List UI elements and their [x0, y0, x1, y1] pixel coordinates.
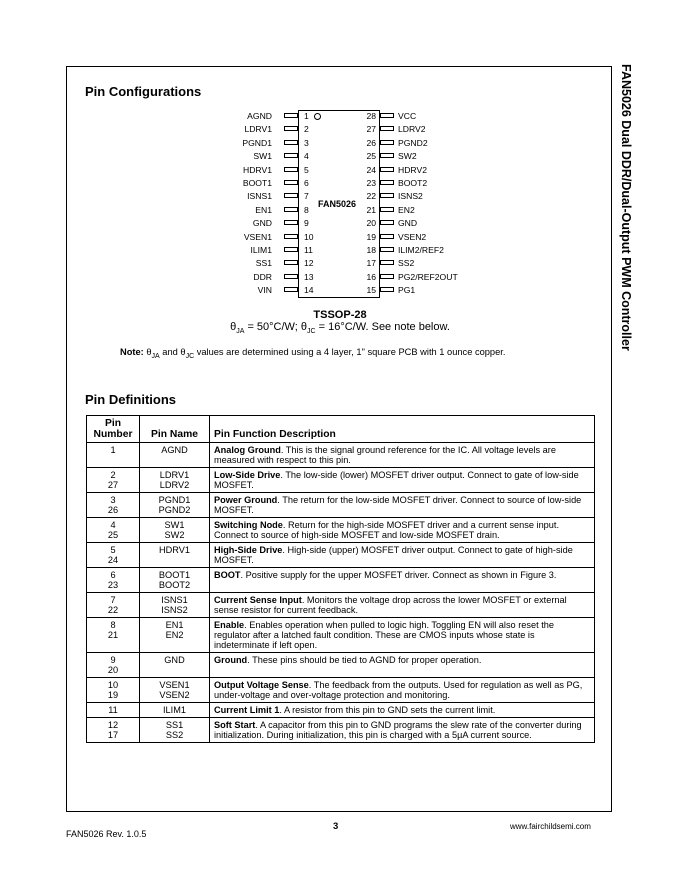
cell-pin-name: AGND	[140, 443, 210, 468]
pin-left	[160, 243, 313, 257]
pin-right	[366, 176, 510, 190]
pin-config-heading: Pin Configurations	[85, 84, 202, 99]
pin-lead	[380, 287, 394, 292]
pin-number: 3	[304, 137, 309, 148]
pin-lead	[380, 113, 394, 118]
cell-pin-name: HDRV1	[140, 543, 210, 568]
pin-name: EN2	[398, 204, 415, 215]
pin-number: 2	[304, 124, 309, 135]
pin-left	[160, 122, 309, 136]
table-row	[87, 493, 595, 518]
pin-name: SS2	[398, 258, 415, 269]
pin-left	[160, 189, 309, 203]
pin-left	[160, 176, 309, 190]
pin-number: 5	[304, 164, 309, 175]
pin-number: 1	[304, 111, 309, 121]
pin-name: EN1	[255, 204, 272, 215]
header-description: Pin Function Description	[210, 416, 595, 443]
pin-name: PGND2	[398, 137, 428, 148]
pin-lead	[380, 193, 394, 198]
cell-description: BOOT. Positive supply for the upper MOSFET driver. Connect as shown in Figure 3.	[210, 568, 595, 593]
table-row	[87, 618, 595, 653]
cell-pin-number: 10 19	[87, 678, 140, 703]
pin-right	[366, 122, 510, 136]
cell-pin-number: 9 20	[87, 653, 140, 678]
pin-number: 22	[366, 191, 376, 202]
pin-name: ISNS2	[398, 191, 423, 202]
pin-name: VSEN1	[243, 231, 272, 242]
pin-name: GND	[398, 218, 418, 229]
pin-lead	[284, 260, 298, 265]
pin-lead	[284, 287, 298, 292]
pin-right	[366, 109, 510, 123]
pin-name: PG2/REF2OUT	[398, 271, 458, 282]
pin-number: 24	[366, 164, 376, 175]
table-row	[87, 443, 595, 468]
pin-name: LDRV1	[244, 124, 272, 135]
pin-lead	[284, 207, 298, 212]
pin-name: VIN	[257, 285, 272, 296]
pin-lead	[284, 234, 298, 239]
pin-lead	[284, 167, 298, 172]
cell-pin-name: SS1 SS2	[140, 718, 210, 743]
pin-defs-heading: Pin Definitions	[85, 392, 176, 407]
pin-name: VSEN2	[398, 231, 427, 242]
pin-lead	[380, 220, 394, 225]
side-title-text: FAN5026 Dual DDR/Dual-Output PWM Controller	[619, 64, 633, 351]
cell-pin-number: 4 25	[87, 518, 140, 543]
cell-description: Enable. Enables operation when pulled to logic high. Toggling EN will also reset the regulator after a latched fault condition. These are CMOS inputs whose state is indeterminate if left open.	[210, 618, 595, 653]
cell-description: Analog Ground. This is the signal ground reference for the IC. All voltage levels are measured with respect to this pin.	[210, 443, 595, 468]
pin-lead	[284, 220, 298, 225]
cell-pin-name: GND	[140, 653, 210, 678]
pin-name: SW1	[253, 151, 272, 162]
pin-lead	[380, 167, 394, 172]
pin-number: 12	[304, 258, 314, 269]
cell-pin-number: 2 27	[87, 468, 140, 493]
pin-number: 11	[304, 245, 313, 255]
pin-number: 13	[304, 271, 314, 282]
pin-right	[366, 270, 510, 284]
cell-description: Soft Start. A capacitor from this pin to GND programs the slew rate of the converter during initialization. During initialization, this pin is charged with a 5µA current source.	[210, 718, 595, 743]
table-row	[87, 568, 595, 593]
table-row	[87, 543, 595, 568]
thermal-note: Note: $\theta_{JA}$ and $\theta_{JC}$ values are determined using a 4 layer, 1" square PCB with 1 ounce copper.	[120, 347, 506, 360]
pin-left	[160, 163, 309, 177]
cell-pin-number: 3 26	[87, 493, 140, 518]
table-header-row	[87, 416, 595, 443]
pin-lead	[284, 126, 298, 131]
pin-number: 19	[366, 231, 376, 242]
pin-number: 16	[366, 271, 376, 282]
pin-lead	[284, 193, 298, 198]
cell-description: High-Side Drive. High-side (upper) MOSFET driver output. Connect to gate of high-side MOSFET.	[210, 543, 595, 568]
pin-lead	[380, 260, 394, 265]
pin-name: ILIM2/REF2	[398, 245, 444, 255]
table-row	[87, 468, 595, 493]
pin1-marker	[314, 113, 321, 120]
pin-name: ILIM1	[250, 245, 272, 255]
cell-pin-name: ILIM1	[140, 703, 210, 718]
pin-lead	[284, 180, 298, 185]
pin-name: SS1	[255, 258, 272, 269]
pin-number: 6	[304, 178, 309, 188]
footer-page-number: 3	[333, 821, 339, 832]
cell-pin-number: 7 22	[87, 593, 140, 618]
pin-number: 23	[366, 178, 376, 188]
table-row	[87, 703, 595, 718]
pin-lead	[284, 140, 298, 145]
pin-number: 4	[304, 151, 309, 162]
cell-pin-number: 8 21	[87, 618, 140, 653]
pin-number: 7	[304, 191, 309, 202]
pin-number: 9	[304, 218, 309, 229]
cell-pin-name: BOOT1 BOOT2	[140, 568, 210, 593]
cell-pin-number: 11	[87, 703, 140, 718]
pin-right	[366, 256, 510, 270]
cell-pin-name: EN1 EN2	[140, 618, 210, 653]
cell-pin-name: SW1 SW2	[140, 518, 210, 543]
cell-description: Current Sense Input. Monitors the voltage drop across the lower MOSFET or external sense resistor for current feedback.	[210, 593, 595, 618]
cell-description: Ground. These pins should be tied to AGND for proper operation.	[210, 653, 595, 678]
header-pin-name: Pin Name	[140, 416, 210, 443]
pin-right	[366, 203, 510, 217]
pin-number: 28	[366, 111, 376, 121]
pin-left	[160, 109, 309, 123]
pin-left	[160, 203, 309, 217]
pin-lead	[380, 274, 394, 279]
pin-right	[366, 189, 510, 203]
pin-right	[366, 216, 510, 230]
cell-pin-name: ISNS1 ISNS2	[140, 593, 210, 618]
pin-number: 20	[366, 218, 376, 229]
pin-name: BOOT2	[398, 178, 428, 188]
pin-right	[366, 163, 510, 177]
pin-name: AGND	[247, 111, 272, 121]
pin-name: SW2	[398, 151, 417, 162]
side-title	[616, 64, 636, 487]
pin-lead	[380, 153, 394, 158]
pin-number: 17	[366, 258, 376, 269]
cell-description: Switching Node. Return for the high-side MOSFET driver and a current sense input. Connect to source of high-side MOSFET and low-side MOSFET drain.	[210, 518, 595, 543]
pin-right	[366, 149, 510, 163]
cell-pin-number: 5 24	[87, 543, 140, 568]
pin-name: GND	[252, 218, 272, 229]
pin-number: 18	[366, 245, 376, 255]
pin-left	[160, 256, 314, 270]
pin-number: 26	[366, 137, 376, 148]
pin-number: 15	[366, 285, 376, 296]
pin-lead	[284, 274, 298, 279]
pin-lead	[380, 234, 394, 239]
pin-lead	[284, 153, 298, 158]
pin-left	[160, 230, 314, 244]
pin-name: ISNS1	[247, 191, 272, 202]
pin-right	[366, 243, 510, 257]
cell-pin-name: PGND1 PGND2	[140, 493, 210, 518]
chip-name: FAN5026	[318, 199, 357, 209]
cell-description: Current Limit 1. A resistor from this pin to GND sets the current limit.	[210, 703, 595, 718]
pin-right	[366, 283, 510, 297]
pin-right	[366, 230, 510, 244]
pin-name: HDRV2	[398, 164, 427, 175]
pin-name: VCC	[398, 111, 417, 121]
table-row	[87, 653, 595, 678]
thermal-resistance: $\theta_{JA} = 50^\circ C/W$; $\theta_{JC} = 16^\circ C/W$. See note below.	[230, 321, 450, 336]
cell-description: Power Ground. The return for the low-side MOSFET driver. Connect to source of low-side MOSFET.	[210, 493, 595, 518]
footer-revision: FAN5026 Rev. 1.0.5	[66, 829, 147, 839]
pin-lead	[380, 140, 394, 145]
pin-number: 10	[304, 231, 314, 242]
pin-name: DDR	[253, 271, 272, 282]
pin-lead	[380, 126, 394, 131]
pin-lead	[380, 207, 394, 212]
cell-description: Output Voltage Sense. The feedback from the outputs. Used for regulation as well as PG, under-voltage and over-voltage protection and monitoring.	[210, 678, 595, 703]
pin-lead	[284, 113, 298, 118]
pin-name: HDRV1	[243, 164, 272, 175]
pin-left	[160, 216, 309, 230]
cell-pin-number: 6 23	[87, 568, 140, 593]
pin-name: PGND1	[242, 137, 272, 148]
pin-left	[160, 149, 309, 163]
pin-left	[160, 270, 314, 284]
cell-pin-number: 12 17	[87, 718, 140, 743]
pin-number: 21	[366, 204, 376, 215]
pin-number: 8	[304, 204, 309, 215]
package-label: TSSOP-28	[313, 309, 367, 321]
cell-pin-name: LDRV1 LDRV2	[140, 468, 210, 493]
pin-right	[366, 136, 510, 150]
pin-left	[160, 283, 314, 297]
table-row	[87, 718, 595, 743]
pin-name: PG1	[398, 285, 416, 296]
footer-url: www.fairchildsemi.com	[510, 822, 591, 831]
pin-left	[160, 136, 309, 150]
pin-name: LDRV2	[398, 124, 426, 135]
pin-lead	[380, 247, 394, 252]
pin-lead	[284, 247, 298, 252]
pin-lead	[380, 180, 394, 185]
pin-number: 14	[304, 285, 314, 296]
table-row	[87, 518, 595, 543]
header-pin-number: Pin Number	[87, 416, 140, 443]
pin-number: 25	[366, 151, 376, 162]
table-row	[87, 593, 595, 618]
pin-number: 27	[366, 124, 376, 135]
table-row	[87, 678, 595, 703]
cell-pin-name: VSEN1 VSEN2	[140, 678, 210, 703]
pin-definitions-table	[86, 415, 595, 743]
pin-name: BOOT1	[242, 178, 272, 188]
cell-description: Low-Side Drive. The low-side (lower) MOSFET driver output. Connect to gate of low-side MOSFET.	[210, 468, 595, 493]
cell-pin-number: 1	[87, 443, 140, 468]
